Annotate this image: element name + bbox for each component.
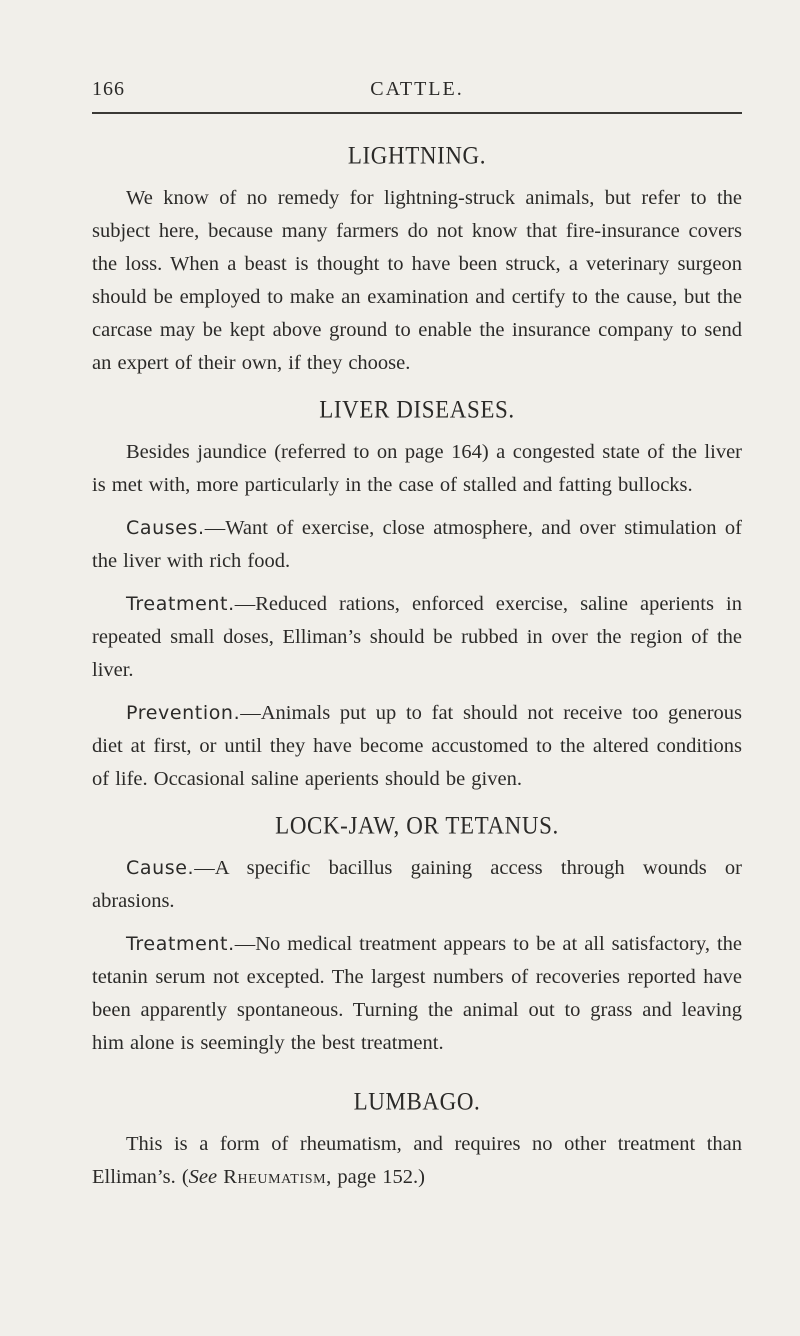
header-rule (92, 112, 742, 114)
paragraph-text: Besides jaundice (referred to on page 164) a congested state of the liver is met with, more particularly in the case of stalled and fatting bullocks. (92, 441, 742, 496)
paragraph-tetanus-treatment (92, 928, 742, 1060)
section-heading-lightning: LIGHTNING. (347, 141, 487, 169)
cross-reference-rheumatism: Rheumatism (223, 1166, 327, 1188)
section-heading-lumbago: LUMBAGO. (353, 1087, 481, 1115)
section-heading-liver-diseases: LIVER DISEASES. (319, 395, 515, 423)
paragraph-liver-intro (92, 436, 742, 502)
paragraph-text: —Animals put up to fat should not receive too generous diet at first, or until they have become accustomed to the altered conditions of life. Occasional saline aperients should be given. (92, 702, 742, 790)
paragraph-text: —Want of exercise, close atmosphere, and over stimulation of the liver with rich food. (92, 517, 742, 572)
paragraph-liver-causes (92, 512, 742, 578)
body-text (92, 126, 742, 1204)
page-number: 166 (92, 78, 125, 100)
paragraph-lumbago (92, 1128, 742, 1194)
page-header (92, 78, 742, 108)
paragraph-liver-prevention (92, 697, 742, 796)
run-in-heading-prevention: Prevention. (126, 702, 241, 724)
paragraph-text: —A specific bacillus gaining access through wounds or abrasions. (92, 857, 742, 912)
run-in-heading-causes: Causes. (126, 517, 205, 539)
running-head: CATTLE. (370, 78, 464, 100)
paragraph-lightning (92, 182, 742, 380)
cross-reference-see: See (188, 1166, 218, 1188)
paragraph-text: —No medical treatment appears to be at all satisfactory, the tetanin serum not excepted. The largest numbers of recoveries reported have been apparently spontaneous. Turning the animal out to grass and leaving him alone is seemingly the best treatment. (92, 933, 742, 1054)
paragraph-text: —Reduced rations, enforced exercise, saline aperients in repeated small doses, Elliman’s should be rubbed in over the region of the liver. (92, 593, 742, 681)
paragraph-text: We know of no remedy for lightning-struck animals, but refer to the subject here, because many farmers do not know that fire-insurance covers the loss. When a beast is thought to have been struck, a veterinary surgeon should be employed to make an examination and certify to the cause, but the carcase may be kept above ground to enable the insurance company to send an expert of their own, if they choose. (92, 187, 742, 374)
cross-reference-tail: , page 152.) (326, 1166, 425, 1188)
paragraph-text: This is a form of rheumatism, and requires no other treatment than Elliman’s. ( (92, 1133, 742, 1188)
paragraph-liver-treatment (92, 588, 742, 687)
run-in-heading-treatment: Treatment. (126, 933, 235, 955)
run-in-heading-treatment: Treatment. (126, 593, 235, 615)
section-heading-lock-jaw: LOCK-JAW, OR TETANUS. (275, 811, 559, 839)
run-in-heading-cause: Cause. (126, 857, 195, 879)
paragraph-tetanus-cause (92, 852, 742, 918)
